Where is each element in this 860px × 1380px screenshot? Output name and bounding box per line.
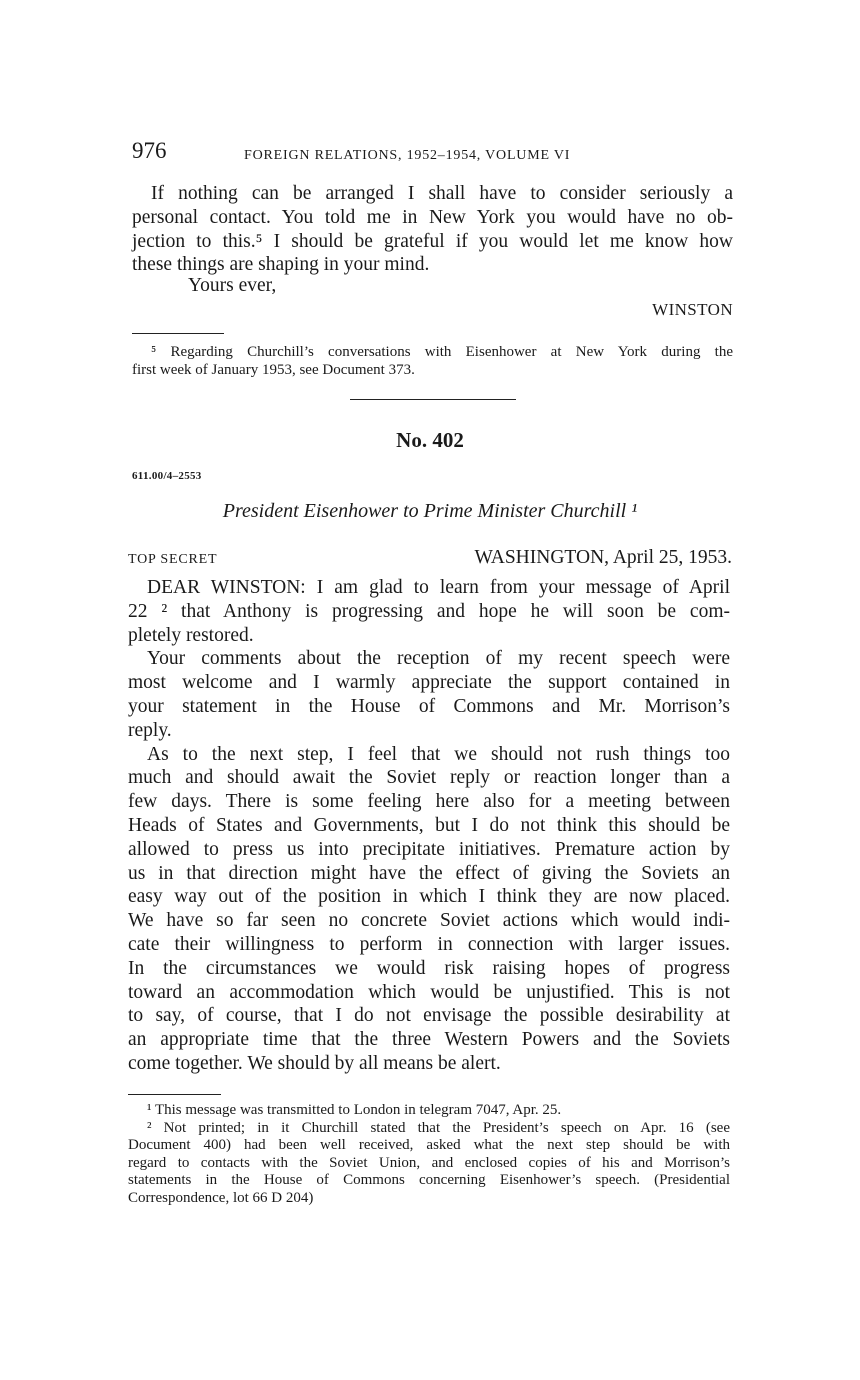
footnote-line: first week of January 1953, see Document 373. <box>132 361 415 378</box>
body-line: pletely restored. <box>128 624 254 646</box>
footnote-line: statements in the House of Commons concerning Eisenhower’s speech. (Presidential <box>128 1172 730 1189</box>
footnote-rule <box>128 1094 221 1095</box>
page-header <box>132 138 732 168</box>
letter-line: jection to this.⁵ I should be grateful if you would let me know how <box>132 230 733 252</box>
letter-line: If nothing can be arranged I shall have to consider seriously a <box>151 183 733 204</box>
body-line: to say, of course, that I do not envisage the possible desirability at <box>128 1005 730 1027</box>
footnote-line: ⁵ Regarding Churchill’s conversations with Eisenhower at New York during the <box>151 344 733 360</box>
letter-closing: Yours ever, <box>188 275 277 296</box>
document-number: No. 402 <box>396 428 464 452</box>
letter-line: these things are shaping in your mind. <box>132 254 430 276</box>
body-line: We have so far seen no concrete Soviet actions which would indi- <box>128 910 730 932</box>
footnote-block-top <box>132 344 733 379</box>
letter-line: personal contact. You told me in New York you would have no ob- <box>132 206 733 228</box>
body-line: easy way out of the position in which I think they are now placed. <box>128 886 730 908</box>
body-line: cate their willingness to perform in connection with larger issues. <box>128 933 730 955</box>
footnote-line: ² Not printed; in it Churchill stated that the President’s speech on Apr. 16 (see <box>147 1119 730 1136</box>
body-line: allowed to press us into precipitate initiatives. Premature action by <box>128 838 730 860</box>
file-reference: 611.00/4–2553 <box>132 470 202 482</box>
body-line: As to the next step, I feel that we should not rush things too <box>147 743 730 765</box>
section-divider <box>350 399 516 400</box>
footnote-line: Document 400) had been well received, asked what the next step should be with <box>128 1137 730 1154</box>
body-line: Heads of States and Governments, but I do not think this should be <box>128 814 730 836</box>
footnote-line: Correspondence, lot 66 D 204) <box>128 1189 314 1206</box>
footnote-rule <box>132 333 224 334</box>
body-line: much and should await the Soviet reply or reaction longer than a <box>128 767 730 789</box>
classification-label: TOP SECRET <box>128 552 218 567</box>
letter-signature: WINSTON <box>652 300 733 319</box>
body-line: an appropriate time that the three Western Powers and the Soviets <box>128 1029 730 1051</box>
body-line: Your comments about the reception of my recent speech were <box>147 648 730 670</box>
footnote-line: ¹ This message was transmitted to London in telegram 7047, Apr. 25. <box>147 1102 562 1118</box>
footnote-line: regard to contacts with the Soviet Union, and enclosed copies of his and Morrison’s <box>128 1154 730 1171</box>
body-line: In the circumstances we would risk raising hopes of progress <box>128 957 730 979</box>
running-head: FOREIGN RELATIONS, 1952–1954, VOLUME VI <box>244 148 571 163</box>
body-line: us in that direction might have the effect of giving the Soviets an <box>128 862 730 884</box>
body-line: few days. There is some feeling here also for a meeting between <box>128 791 730 813</box>
body-line: most welcome and I warmly appreciate the support contained in <box>128 672 730 694</box>
footnote-block-bottom <box>128 1102 730 1208</box>
body-line: 22 ² that Anthony is progressing and hope he will soon be com- <box>128 600 730 622</box>
page-number: 976 <box>132 138 167 163</box>
dateline: WASHINGTON, April 25, 1953. <box>474 547 732 568</box>
body-line: your statement in the House of Commons and Mr. Morrison’s <box>128 695 730 717</box>
letter-body <box>128 576 730 1076</box>
document-title: President Eisenhower to Prime Minister Churchill ¹ <box>222 500 638 522</box>
body-line: toward an accommodation which would be unjustified. This is not <box>128 981 730 1003</box>
body-line: come together. We should by all means be alert. <box>128 1052 501 1074</box>
body-line: reply. <box>128 719 172 741</box>
letter-continuation <box>132 182 733 277</box>
body-line: DEAR WINSTON: I am glad to learn from your message of April <box>147 577 730 598</box>
